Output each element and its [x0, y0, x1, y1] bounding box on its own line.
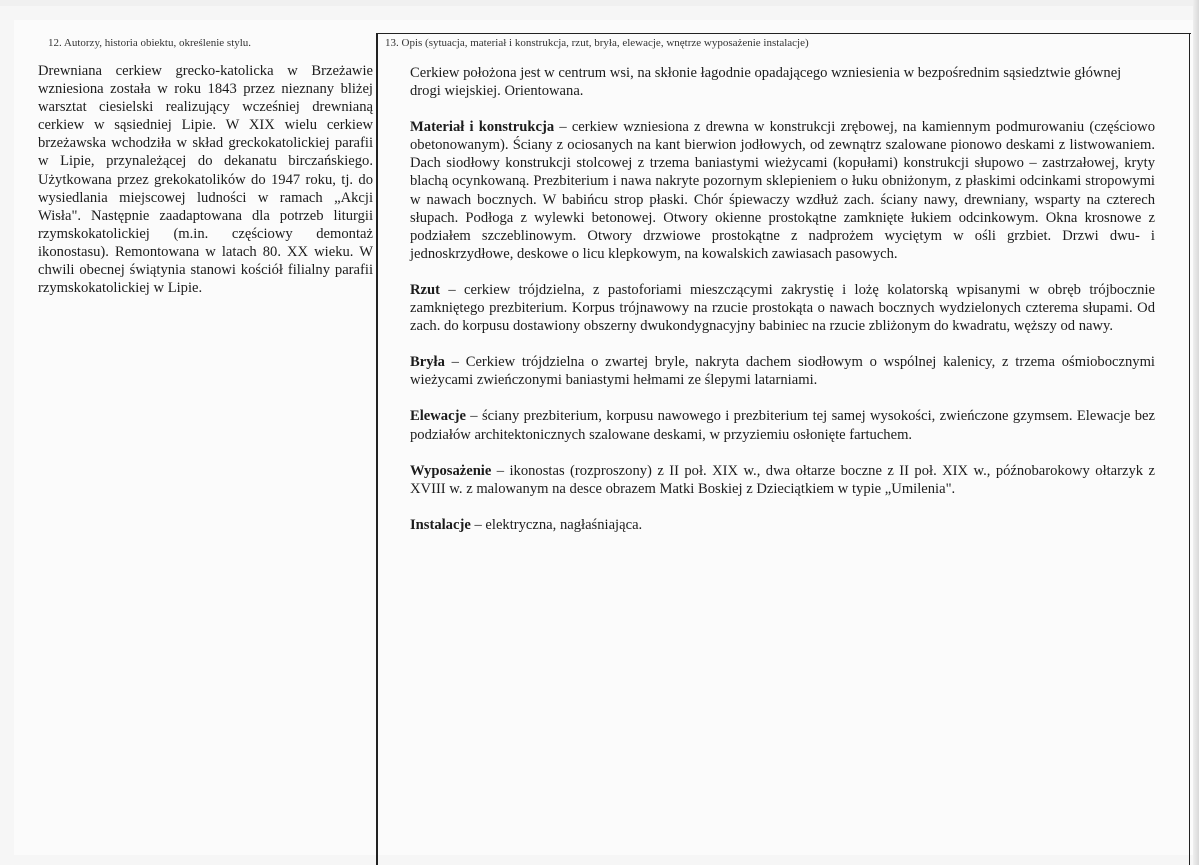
plan-heading: Rzut	[410, 281, 440, 298]
form-text: – Cerkiew trójdzielna o zwartej bryle, nakryta dachem siodłowym o wspólnej kalenicy, z trzema ośmiobocznymi wieżycami zwieńczonymi baniastymi hełmami ze ślepymi latarniami.	[410, 354, 1155, 389]
furnishings-heading: Wyposażenie	[410, 462, 492, 479]
elevations-text: – ściany prezbiterium, korpusu nawowego i prezbiterium tej samej wysokości, zwieńczone gzymsem. Elewacje bez podziałów architektonicznych szalowane deskami, w przyziemiu osłonięte fartuchem.	[410, 408, 1155, 443]
location-text: Cerkiew położona jest w centrum wsi, na skłonie łagodnie opadającego wzniesienia w bezpośrednim sąsiedztwie głównej drogi wiejskiej. Orientowana.	[410, 65, 1122, 100]
plan-text: – cerkiew trójdzielna, z pastoforiami mieszczącymi zakrystię i lożę kolatorską wpisanymi w obręb trójbocznie zamkniętego prezbiterium. Korpus trójnawowy na rzucie prostokąta o nawach bocznych wydzielonych czterema słupami. Od zach. do korpusu dostawiony obszerny dwukondygnacyjny babiniec na rzucie zbliżonym do kwadratu, węższy od nawy.	[410, 281, 1155, 335]
history-text: Drewniana cerkiew grecko-katolicka w Brzeżawie wzniesiona została w roku 1843 przez nieznany bliżej warsztat ciesielski realizujący wcześniej drewnianą cerkiew w sąsiedniej Lipie. W XIX wielu cerkiew brzeżawska wchodziła w skład greckokatolickiej parafii w Lipie, przynależącej do dekanatu birczańskiego. Użytkowana przez grekokatolików do 1947 roku, tj. do wysiedlania miejscowej ludności w ramach „Akcji Wisła". Następnie zaadaptowana dla potrzeb liturgii rzymskokatolickiej (m.in. częściowy demontaż ikonostasu). Remontowana w latach 80. XX wieku. W chwili obecnej świątynia stanowi kościół filialny parafii rzymskokatolickiej w Lipie.	[38, 63, 373, 297]
elevations-heading: Elewacje	[410, 408, 466, 425]
material-text: – cerkiew wzniesiona z drewna w konstrukcji zrębowej, na kamiennym podmurowaniu (częściowo obetonowanym). Ściany z ociosanych na kant bierwion jodłowych, od zewnątrz szalowane pionowo deskami z listwowaniem. Dach siodłowy konstrukcji stolcowej z trzema baniastymi wieżycami (kopułami) konstrukcji słupowo – zastrzałowej, kryty blachą ocynkowaną. Prezbiterium i nawa nakryte pozornym sklepieniem o łuku obniżonym, z płaskimi odcinkami stropowymi w nawach bocznych. W babińcu strop płaski. Chór śpiewaczy wzdłuż zach. ściany nawy, drewniany, wsparty na czterech słupach. Podłoga z wylewki betonowej. Otwory okienne prostokątne zamknięte łukiem odcinkowym. Okna krosnowe z podziałem szczeblinowym. Otwory drzwiowe prostokątne z nadprożem wyciętym w ośli grzbiet. Drzwi dwu- i jednoskrzydłowe, deskowe o licu klepkowym, na kowalskich zawiasach pasowych.	[410, 119, 1156, 262]
column-divider	[376, 33, 378, 865]
installations-heading: Instalacje	[410, 516, 471, 533]
material-paragraph	[410, 118, 1155, 263]
installations-paragraph	[410, 516, 1155, 534]
plan-paragraph	[410, 281, 1155, 335]
field-12-header: 12. Autorzy, historia obiektu, określenie stylu.	[48, 37, 252, 49]
furnishings-paragraph	[410, 462, 1155, 498]
page-right-edge	[1193, 0, 1199, 865]
description-text	[410, 64, 1155, 552]
furnishings-text: – ikonostas (rozproszony) z II poł. XIX w., dwa ołtarze boczne z II poł. XIX w., późnobarokowy ołtarzyk z XVIII w. z malowanym na desce obrazem Matki Boskiej z Dzieciątkiem w typie „Umilenia".	[410, 462, 1155, 497]
right-border	[1189, 33, 1190, 865]
installations-text: – elektryczna, nagłaśniająca.	[470, 516, 643, 533]
page-top-edge	[0, 0, 1199, 6]
top-border	[376, 33, 1191, 34]
form-heading: Bryła	[410, 354, 445, 371]
elevations-paragraph	[410, 407, 1155, 443]
form-paragraph	[410, 353, 1155, 389]
field-13-header: 13. Opis (sytuacja, materiał i konstrukcja, rzut, bryła, elewacje, wnętrze wyposażenie instalacje)	[385, 37, 809, 49]
location-paragraph	[410, 64, 1155, 100]
material-heading: Materiał i konstrukcja	[410, 119, 555, 136]
